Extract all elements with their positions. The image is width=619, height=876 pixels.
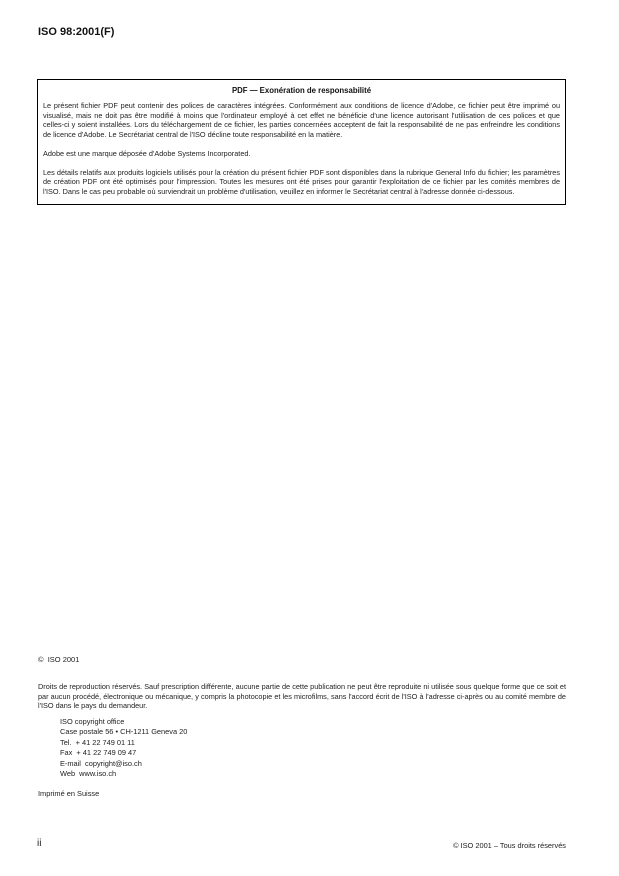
disclaimer-paragraph-2: Adobe est une marque déposée d'Adobe Systems Incorporated. (43, 148, 251, 158)
page-number: ii (37, 838, 42, 849)
disclaimer-paragraph-3: Les détails relatifs aux produits logiciels utilisés pour la création du présent fichier PDF sont disponibles dans la rubrique General Info du fichier; les paramètres de création PDF ont été optimisés pour l'impression. Toutes les mesures ont été prises pour garantir l'exploitation de ce fichier par les comités membres de l'ISO. Dans le cas peu probable où surviendrait un problème d'utilisation, veuillez en informer le Secrétariat central à l'adresse donnée ci-dessous. (43, 167, 560, 196)
reproduction-rights-text: Droits de reproduction réservés. Sauf prescription différente, aucune partie de cette publication ne peut être reproduite ni utilisée sous quelque forme que ce soit et par aucun procédé, électronique ou mécanique, y compris la photocopie et les microfilms, sans l'accord écrit de l'ISO à l'adresse ci-après ou au comité membre de l'ISO dans le pays du demandeur. (38, 682, 566, 711)
address-line-office: ISO copyright office (60, 717, 125, 726)
document-reference: ISO 98:2001(F) (38, 26, 115, 38)
pdf-disclaimer-box (37, 79, 566, 205)
footer-copyright: © ISO 2001 – Tous droits réservés (453, 841, 566, 850)
address-line-tel: Tel. + 41 22 749 01 11 (60, 737, 135, 747)
address-line-email: E-mail copyright@iso.ch (60, 758, 142, 768)
address-line-web: Web www.iso.ch (60, 769, 117, 779)
iso-address-block (60, 717, 187, 779)
disclaimer-paragraph-1: Le présent fichier PDF peut contenir des polices de caractères intégrées. Conformément aux conditions de licence d'Adobe, ce fichier peut être imprimé ou visualisé, mais ne doit pas être modifié à moins que l'ordinateur employé à cet effet ne bénéficie d'une licence autorisant l'utilisation de ces polices et que celles-ci y soient installées. Lors du téléchargement de ce fichier, les parties concernées acceptent de fait la responsabilité de ne pas enfreindre les conditions de licence d'Adobe. Le Secrétariat central de l'ISO décline toute responsabilité en la matière. (43, 101, 560, 140)
address-line-postal: Case postale 56 • CH-1211 Geneva 20 (60, 727, 188, 737)
printed-in-note: Imprimé en Suisse (38, 789, 100, 798)
copyright-notice: © ISO 2001 (38, 655, 80, 664)
disclaimer-title: PDF — Exonération de responsabilité (231, 86, 372, 95)
address-line-fax: Fax + 41 22 749 09 47 (60, 748, 137, 758)
